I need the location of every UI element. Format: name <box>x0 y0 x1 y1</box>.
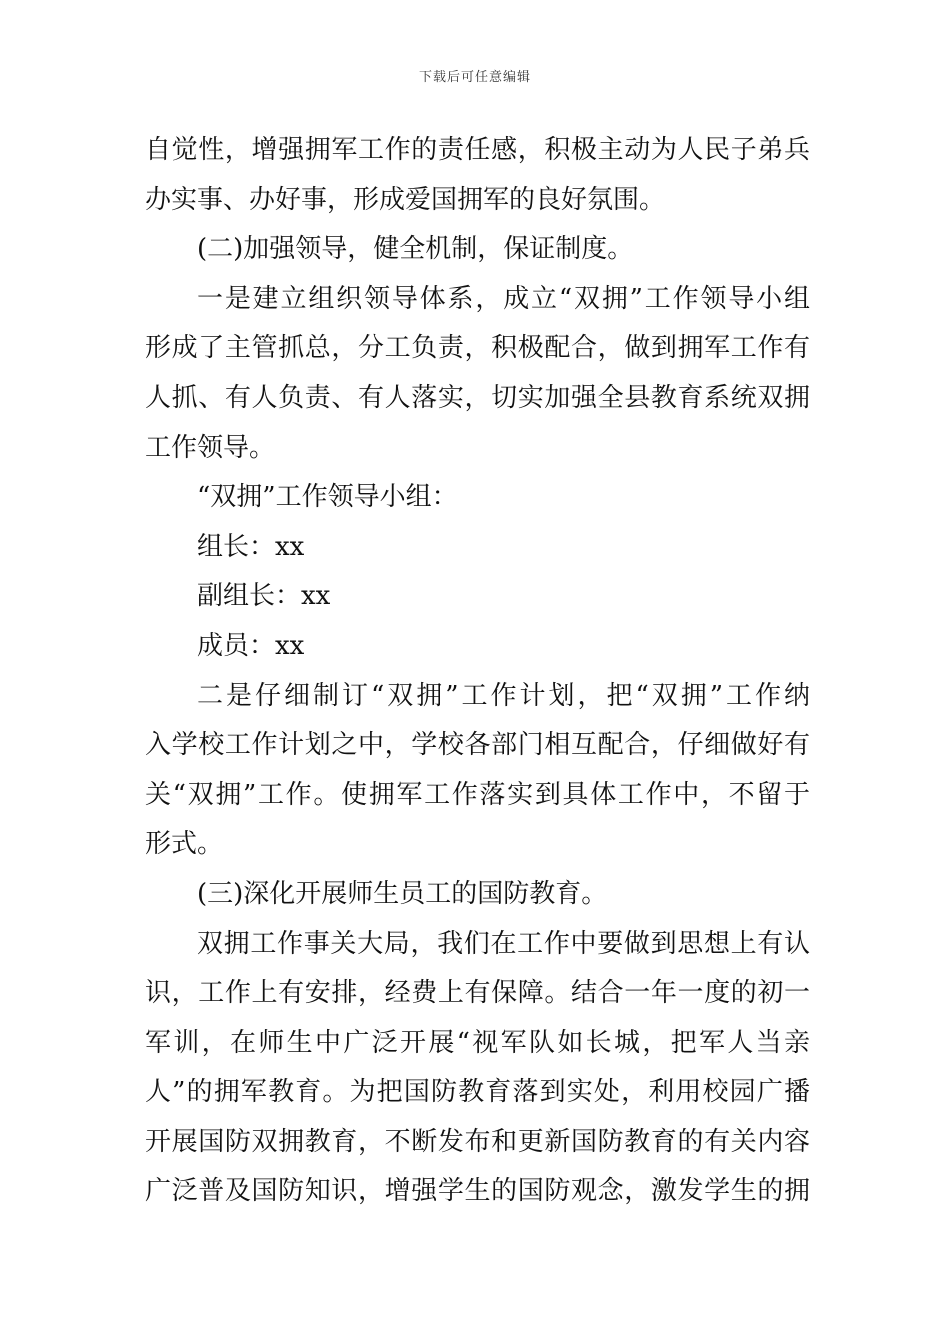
text-line: 组长：xx <box>197 531 305 562</box>
text-line: 形式。 <box>145 829 224 860</box>
text-line: 军训，在师生中广泛开展“视军队如长城，把军人当亲 <box>145 1027 810 1058</box>
text-line: 自觉性，增强拥军工作的责任感，积极主动为人民子弟兵 <box>145 135 810 165</box>
document-body <box>145 126 810 1217</box>
text-line: 广泛普及国防知识，增强学生的国防观念，激发学生的拥 <box>145 1176 810 1207</box>
text-line: “双拥”工作领导小组： <box>197 482 458 513</box>
text-line: 办实事、办好事，形成爱国拥军的良好氛围。 <box>145 184 666 215</box>
text-line: (三)深化开展师生员工的国防教育。 <box>197 878 608 909</box>
text-line: 人”的拥军教育。为把国防教育落到实处，利用校园广播 <box>145 1077 810 1108</box>
text-line: 成员：xx <box>197 630 305 661</box>
text-line: 关“双拥”工作。使拥军工作落实到具体工作中，不留于 <box>145 779 810 810</box>
text-line: 一是建立组织领导体系，成立“双拥”工作领导小组 <box>197 283 810 314</box>
text-line: 形成了主管抓总，分工负责，积极配合，做到拥军工作有 <box>145 333 810 364</box>
text-line: 开展国防双拥教育，不断发布和更新国防教育的有关内容 <box>145 1126 810 1157</box>
text-line: (二)加强领导，健全机制，保证制度。 <box>197 234 634 265</box>
text-line: 工作领导。 <box>145 432 276 463</box>
text-line: 识，工作上有安排，经费上有保障。结合一年一度的初一 <box>145 978 810 1009</box>
text-line: 副组长：xx <box>197 581 331 612</box>
text-line: 双拥工作事关大局，我们在工作中要做到思想上有认 <box>197 928 810 959</box>
page-header: 下载后可任意编辑 <box>418 70 531 85</box>
text-line: 入学校工作计划之中，学校各部门相互配合，仔细做好有 <box>145 730 810 761</box>
text-line: 二是仔细制订“双拥”工作计划，把“双拥”工作纳 <box>197 680 810 711</box>
text-line: 人抓、有人负责、有人落实，切实加强全县教育系统双拥 <box>145 382 810 413</box>
